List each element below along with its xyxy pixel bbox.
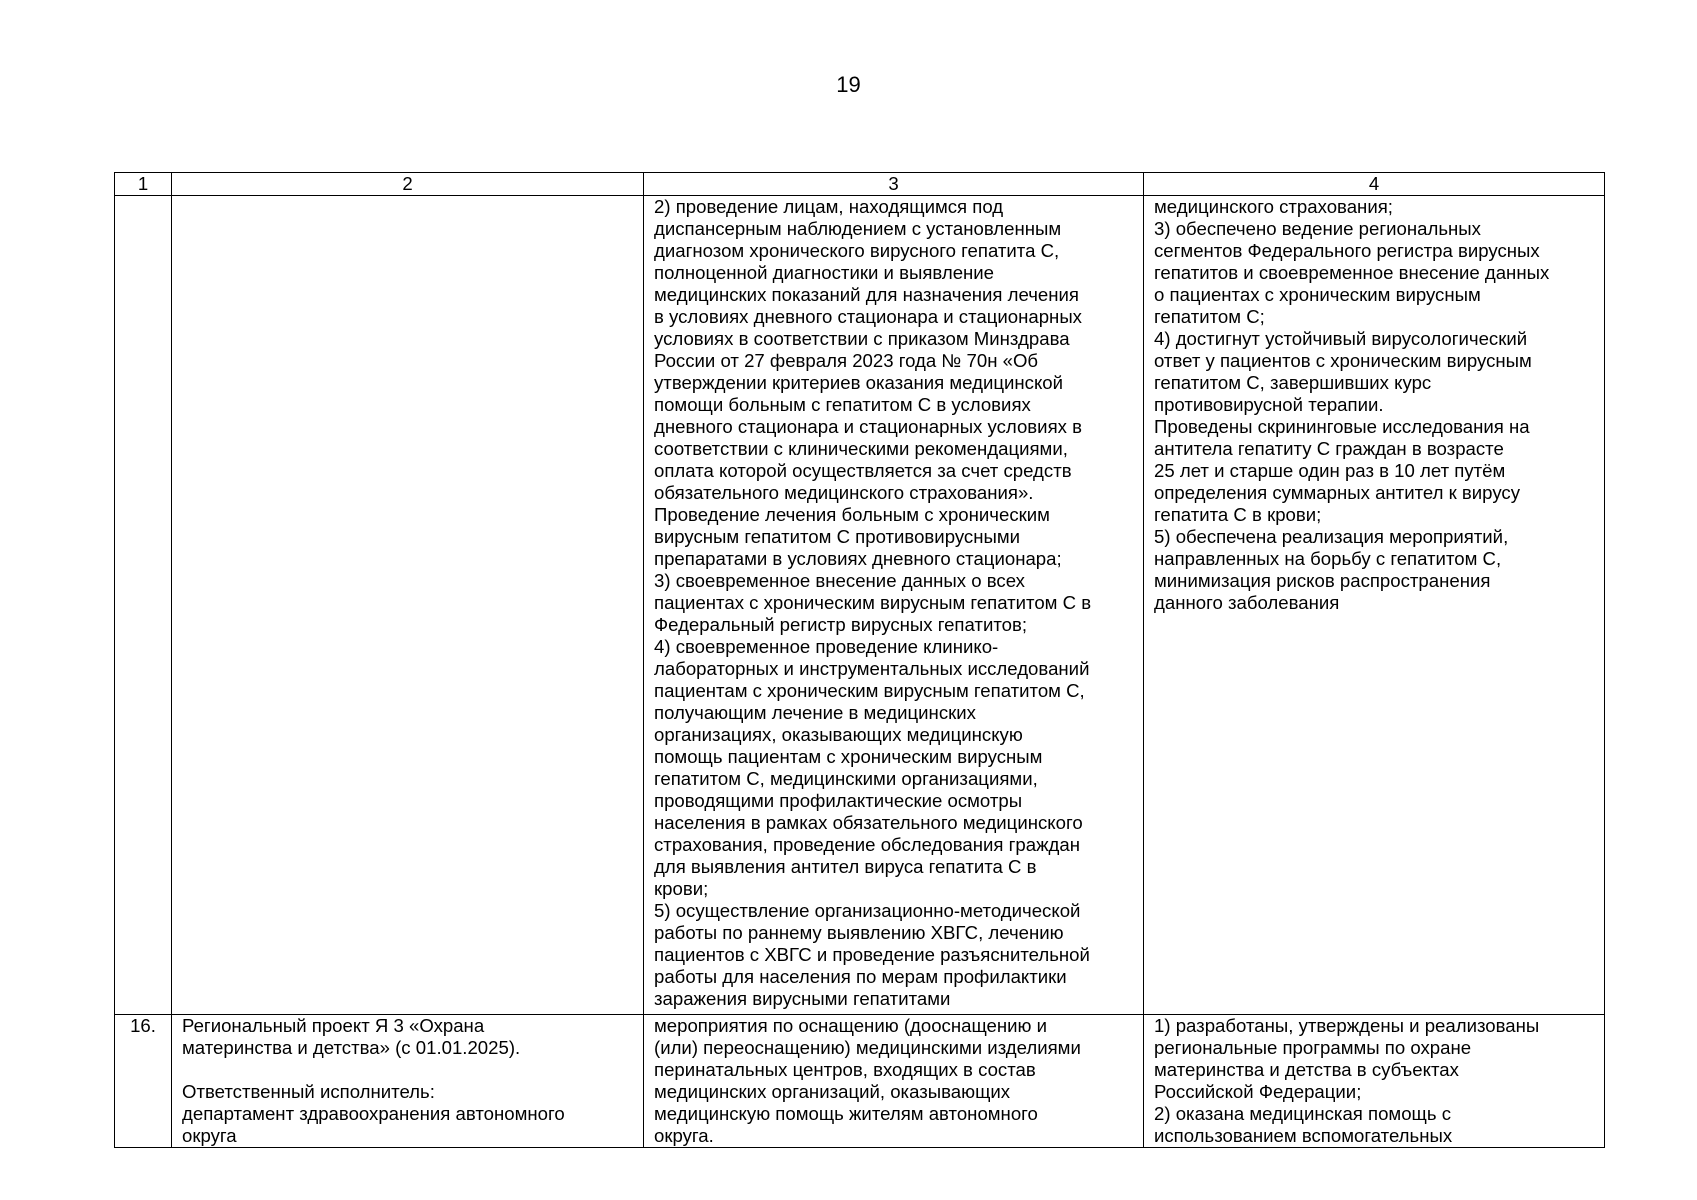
results-cell: 1) разработаны, утверждены и реализованы региональные программы по охране материнства и детства в субъектах Российской Федерации; 2) оказана медицинская помощь с использованием вспомогательных (1144, 1015, 1605, 1148)
measures-cell: 2) проведение лицам, находящимся под диспансерным наблюдением с установленным диагнозом хронического вирусного гепатита С, полноценной диагностики и выявление медицинских показаний для назначения лечения в условиях дневного стационара и стационарных условиях в соответствии с приказом Минздрава России от 27 февраля 2023 года № 70н «Об утверждении критериев оказания медицинской помощи больным с гепатитом С в условиях дневного стационара и стационарных условиях в соответствии с клиническими рекомендациями, оплата которой осуществляется за счет средств обязательного медицинского страхования». Проведение лечения больным с хроническим вирусным гепатитом С противовирусными препаратами в условиях дневного стационара; 3) своевременное внесение данных о всех пациентах с хроническим вирусным гепатитом С в Федеральный регистр вирусных гепатитов; 4) своевременное проведение клинико- лабораторных и инструментальных исследований пациентам с хроническим вирусным гепатитом С, получающим лечение в медицинских организациях, оказывающих медицинскую помощь пациентам с хроническим вирусным гепатитом С, медицинскими организациями, проводящими профилактические осмотры населения в рамках обязательного медицинского страхования, проведение обследования граждан для выявления антител вируса гепатита С в крови; 5) осуществление организационно-методической работы по раннему выявлению ХВГС, лечению пациентов с ХВГС и проведение разъяснительной работы для населения по мерам профилактики заражения вирусными гепатитами (644, 196, 1144, 1015)
table-header-row (115, 173, 1605, 196)
row-number: 16. (115, 1015, 172, 1148)
header-col-2: 2 (172, 173, 644, 196)
table-row (115, 1015, 1605, 1148)
project-cell (172, 196, 644, 1015)
measures-cell: мероприятия по оснащению (дооснащению и (или) переоснащению) медицинскими изделиями перинатальных центров, входящих в состав медицинских организаций, оказывающих медицинскую помощь жителям автономного округа. (644, 1015, 1144, 1148)
header-col-3: 3 (644, 173, 1144, 196)
row-number (115, 196, 172, 1015)
plan-table (114, 172, 1605, 1148)
header-col-1: 1 (115, 173, 172, 196)
project-cell: Региональный проект Я 3 «Охрана материнства и детства» (с 01.01.2025). Ответственный исполнитель: департамент здравоохранения автономного округа (172, 1015, 644, 1148)
page-number: 19 (836, 72, 861, 97)
header-col-4: 4 (1144, 173, 1605, 196)
results-cell: медицинского страхования; 3) обеспечено ведение региональных сегментов Федерального регистра вирусных гепатитов и своевременное внесение данных о пациентах с хроническим вирусным гепатитом С; 4) достигнут устойчивый вирусологический ответ у пациентов с хроническим вирусным гепатитом С, завершивших курс противовирусной терапии. Проведены скрининговые исследования на антитела гепатиту С граждан в возрасте 25 лет и старше один раз в 10 лет путём определения суммарных антител к вирусу гепатита С в крови; 5) обеспечена реализация мероприятий, направленных на борьбу с гепатитом С, минимизация рисков распространения данного заболевания (1144, 196, 1605, 1015)
table-row (115, 196, 1605, 1015)
